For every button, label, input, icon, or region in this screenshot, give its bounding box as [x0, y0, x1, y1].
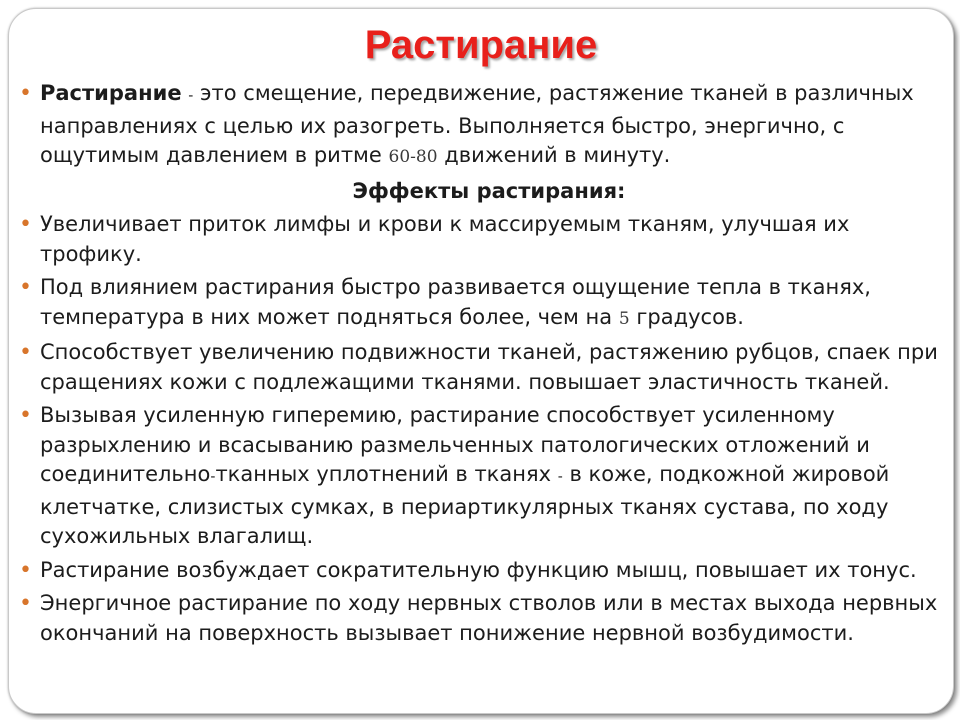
effect-text-3: в коже, подкожной жировой клетчатке, слизистых сумках, в периартикулярных тканях сустава, по ходу сухожильных влагалищ — [40, 462, 890, 548]
effect-text: Под влиянием растирания быстро развивается ощущение тепла в тканях, температура в них может подняться более, чем на — [40, 275, 871, 329]
effect-item — [19, 589, 947, 648]
effect-item — [19, 401, 947, 552]
effect-item — [19, 338, 947, 397]
definition-text: это смещение, передвижение, растяжение тканей в различных направлениях с целью их разогреть. Выполняется быстро, энергично, с ощутимым давлением в ритме — [40, 81, 914, 167]
definition-item — [19, 79, 947, 173]
effect-mid: . — [515, 369, 522, 394]
effect-item — [19, 273, 947, 334]
bullet-icon: • — [19, 81, 32, 106]
effect-end: . — [135, 241, 142, 266]
bullet-icon: • — [19, 591, 32, 616]
effect-text-rest: повышает эластичность тканей — [528, 369, 883, 394]
effects-heading — [31, 177, 947, 207]
effect-end: . — [737, 304, 744, 329]
definition-dash: - — [188, 88, 194, 104]
effect-text-2: тканных уплотнений в тканях — [215, 462, 552, 486]
effect-text: Энергичное растирание по ходу нервных стволов или в местах выхода нервных окончаний на поверхность вызывает понижение нервной возбудимости — [40, 591, 938, 645]
effect-end: . — [847, 620, 854, 645]
effect-number: 5 — [618, 308, 630, 329]
definition-term: Растирание — [40, 81, 182, 105]
effect-text: Способствует увеличению подвижности тканей, растяжению рубцов, спаек при сращениях кожи с подлежащими тканями — [40, 340, 938, 394]
slide — [8, 8, 954, 714]
definition-text-after: движений в минуту — [444, 143, 664, 167]
bullet-icon: • — [19, 403, 32, 428]
effect-text: Растирание возбуждает сократительную функцию мышц, повышает их тонус — [40, 557, 911, 582]
effect-text: Вызывая усиленную гиперемию, растирание способствует усиленному разрыхлению и всасыванию размельченных патологических отложений и соединительно — [40, 403, 870, 486]
definition-rhythm: 60-80 — [388, 147, 438, 167]
effect-text-after: градусов — [636, 304, 738, 329]
effect-end: . — [910, 557, 917, 582]
slide-content — [19, 79, 947, 652]
effects-heading-colon: : — [617, 178, 626, 203]
bullet-icon: • — [19, 557, 32, 583]
effect-item — [19, 556, 947, 586]
bullet-icon: • — [19, 275, 32, 300]
effect-end: . — [882, 369, 890, 394]
bullet-icon: • — [19, 340, 32, 365]
effect-text: Увеличивает приток лимфы и крови к массируемым тканям, улучшая их трофику — [40, 212, 850, 266]
effect-dash: - — [557, 469, 563, 485]
effect-dash: - — [210, 469, 216, 485]
effect-end: . — [306, 524, 314, 548]
definition-end: . — [663, 143, 671, 167]
effects-heading-text: Эффекты растирания — [352, 178, 618, 203]
slide-title: Растирание — [364, 23, 598, 67]
bullet-icon: • — [19, 212, 32, 237]
effect-item — [19, 210, 947, 269]
